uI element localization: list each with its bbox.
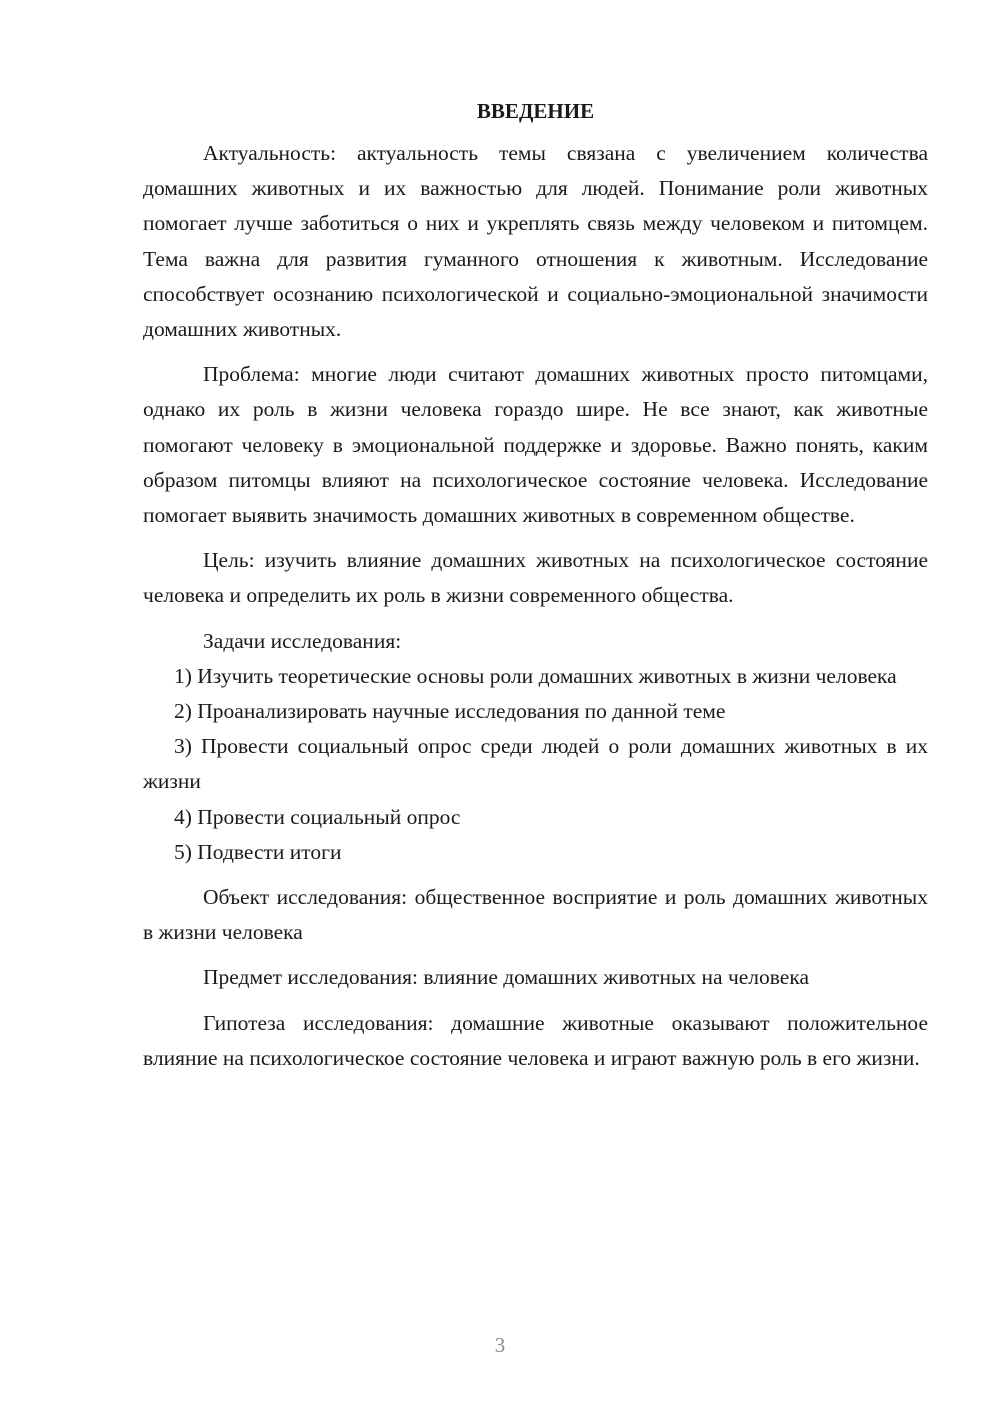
object-paragraph: Объект исследования: общественное восприятие и роль домашних животных в жизни человека [143, 885, 928, 945]
task-item: 3) Провести социальный опрос среди людей о роли домашних животных в их жизни [143, 734, 928, 794]
subject-paragraph: Предмет исследования: влияние домашних животных на человека [203, 965, 810, 990]
task-item: 5) Подвести итоги [174, 839, 342, 864]
task-item: 2) Проанализировать научные исследования по данной теме [174, 699, 726, 724]
tasks-heading: Задачи исследования: [203, 628, 402, 653]
task-item: 4) Провести социальный опрос [174, 804, 461, 829]
goal-paragraph: Цель: изучить влияние домашних животных на психологическое состояние человека и определить их роль в жизни современного общества. [143, 548, 928, 608]
page-title: ВВЕДЕНИЕ [476, 99, 595, 123]
hypothesis-paragraph: Гипотеза исследования: домашние животные оказывают положительное влияние на психологическое состояние человека и играют важную роль в его жизни. [143, 1010, 928, 1070]
document-page [143, 96, 928, 1076]
page-number: 3 [494, 1333, 506, 1357]
task-item: 1) Изучить теоретические основы роли домашних животных в жизни человека [174, 663, 897, 688]
problem-paragraph: Проблема: многие люди считают домашних животных просто питомцами, однако их роль в жизни человека гораздо шире. Не все знают, как животные помогают человеку в эмоциональной поддержке и здоровье. Важно понять, каким образом питомцы влияют на психологическое состояние человека. Исследование помогает выявить значимость домашних животных в современном обществе. [143, 362, 928, 528]
relevance-paragraph: Актуальность: актуальность темы связана с увеличением количества домашних животных и их важностью для людей. Понимание роли животных помогает лучше заботиться о них и укреплять связь между человеком и питомцем. Тема важна для развития гуманного отношения к животным. Исследование способствует осознанию психологической и социально-эмоциональной значимости домашних животных. [143, 141, 928, 342]
